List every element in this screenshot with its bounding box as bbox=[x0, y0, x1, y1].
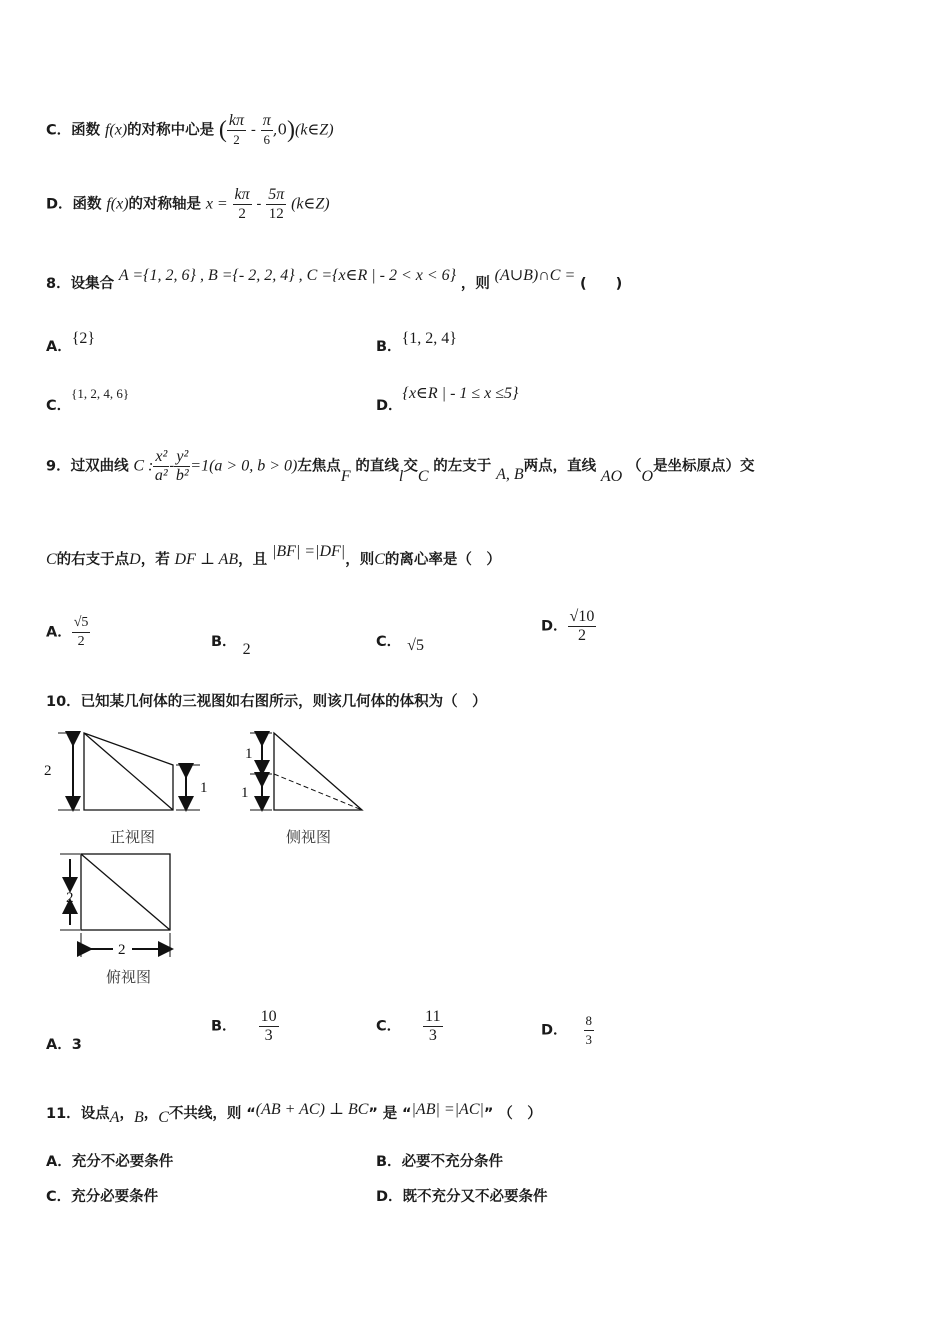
q10-option-c: C． $\frac{11}{3}$ bbox=[376, 1008, 441, 1044]
fraction: $\frac{√10}{2}$ bbox=[569, 608, 595, 644]
option-label: D． bbox=[46, 196, 73, 213]
answer-blank: （ ） bbox=[498, 1106, 542, 1122]
side-view bbox=[241, 733, 362, 846]
set-definition: A ={1, 2, 6} , B ={- 2, 2, 4} , C ={x∈R | - 2 < x < 6} bbox=[118, 267, 457, 284]
math-fx: f(x) bbox=[104, 121, 128, 139]
q10-stem: 10．已知某几何体的三视图如右图所示，则该几何体的体积为（ ） bbox=[46, 694, 487, 710]
vector-expression: (AB + AC) ⊥ BC bbox=[255, 1101, 369, 1118]
top-view-caption: 俯视图 bbox=[106, 970, 152, 986]
q8-option-a: A．{2} bbox=[46, 330, 96, 355]
fraction: $\frac{11}{3}$ bbox=[425, 1008, 441, 1044]
q8-option-c: C．{1, 2, 4, 6} bbox=[46, 386, 130, 414]
front-view-caption: 正视图 bbox=[110, 830, 156, 846]
math-fx: f(x) bbox=[106, 195, 129, 213]
q7-option-c: C．函数 f(x)的对称中心是 ( $\frac{k\pi}{2}$ - $\frac{\pi}{6}$ ,0)(k∈Z) bbox=[46, 112, 334, 147]
q10-option-b: B． $\frac{10}{3}$ bbox=[211, 1008, 277, 1044]
fraction: $\frac{\text{y²}}{\text{b²}}$ bbox=[175, 448, 189, 484]
q8-stem: 8．设集合 A ={1, 2, 6} , B ={- 2, 2, 4} , C ={x∈R | - 2 < x < 6} ，则 (A∪B)∩C = ( ) bbox=[46, 267, 623, 292]
fraction: $\frac{\text{x²}}{\text{a²}}$ bbox=[154, 448, 168, 484]
question-number: 11． bbox=[46, 1106, 81, 1122]
q11-stem: 11．设点A，B，C不共线，则 “(AB + AC) ⊥ BC” 是 “|AB| =|AC|” （ ） bbox=[46, 1101, 542, 1126]
q11-option-d: D．既不充分又不必要条件 bbox=[376, 1189, 548, 1205]
q9-stem-line1: 9．过双曲线 C : $\frac{\text{x²}}{\text{a²}}$ - $\frac{\text{y²}}{\text{b²}}$ =1(a > 0, b > 0)左焦点F 的直线l交C 的左支于 A, B两点，直线 AO （O是坐标原点）交 bbox=[46, 448, 755, 485]
top-view bbox=[60, 854, 170, 986]
q11-option-b: B．必要不充分条件 bbox=[376, 1154, 504, 1170]
top-width: 2 bbox=[118, 942, 126, 958]
fraction: $\frac{5\pi}{12}$ bbox=[268, 186, 285, 222]
q8-option-b: B．{1, 2, 4} bbox=[376, 330, 457, 355]
front-height-right: 1 bbox=[200, 780, 208, 796]
three-view-figure bbox=[40, 725, 380, 995]
front-height-left: 2 bbox=[44, 763, 52, 779]
question-number: 9． bbox=[46, 458, 71, 475]
set-expression: (A∪B)∩C = bbox=[494, 267, 576, 284]
answer-blank: ( ) bbox=[580, 276, 623, 292]
q11-option-a: A．充分不必要条件 bbox=[46, 1154, 174, 1170]
q7-option-d: D．函数 f(x)的对称轴是 x = $\frac{k\pi}{2}$ - $\frac{5\pi}{12}$ (k∈Z) bbox=[46, 186, 330, 222]
top-height: 2 bbox=[66, 890, 74, 906]
q10-option-a: A．3 bbox=[46, 1037, 82, 1053]
side-view-caption: 侧视图 bbox=[286, 830, 332, 846]
q9-option-d: D． $\frac{√10}{2}$ bbox=[541, 608, 595, 644]
fraction: $\frac{k\pi}{2}$ bbox=[234, 186, 250, 222]
side-height-bottom: 1 bbox=[241, 785, 249, 801]
fraction: $\frac{10}{3}$ bbox=[260, 1008, 277, 1044]
q9-option-b: B． 2 bbox=[211, 634, 251, 658]
q9-option-c: C． √5 bbox=[376, 634, 424, 654]
side-height-top: 1 bbox=[245, 746, 253, 762]
option-label: C． bbox=[46, 122, 72, 139]
q10-option-d: D． $\frac{8}{3}$ bbox=[541, 1013, 593, 1047]
q11-option-c: C．充分必要条件 bbox=[46, 1189, 159, 1205]
fraction: $\frac{√5}{2}$ bbox=[73, 615, 89, 649]
q9-stem-line2: C的右支于点D，若 DF ⊥ AB，且 |BF| =|DF|，则C的离心率是（ ） bbox=[46, 543, 501, 568]
fraction: $\frac{\pi}{6}$ bbox=[262, 112, 271, 147]
vector-expression: |AB| =|AC| bbox=[411, 1101, 484, 1118]
question-number: 8． bbox=[46, 276, 71, 292]
fraction: $\frac{k\pi}{2}$ bbox=[228, 112, 245, 147]
q8-option-d: D．{x∈R | - 1 ≤ x ≤5} bbox=[376, 385, 519, 414]
fraction: $\frac{8}{3}$ bbox=[585, 1013, 593, 1047]
q9-option-a: A． $\frac{√5}{2}$ bbox=[46, 615, 89, 649]
front-view bbox=[44, 733, 208, 846]
